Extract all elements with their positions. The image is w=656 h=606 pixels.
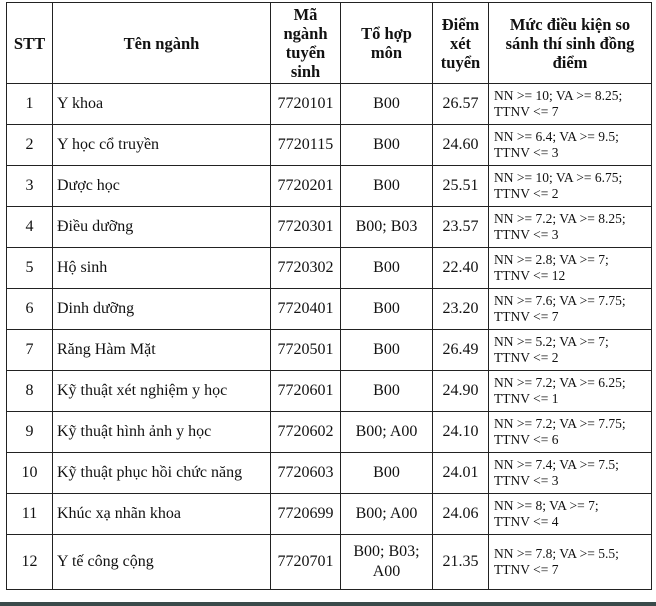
cell-stt: 2: [7, 125, 53, 166]
cell-combo: B00: [341, 453, 433, 494]
cell-condition: [489, 289, 652, 330]
cell-stt: 4: [7, 207, 53, 248]
cell-condition: [489, 412, 652, 453]
cell-score: 24.06: [433, 494, 489, 535]
cell-name: Kỹ thuật hình ảnh y học: [53, 412, 271, 453]
header-name: Tên ngành: [53, 3, 271, 84]
cell-code: 7720101: [271, 84, 341, 125]
cell-score: 22.40: [433, 248, 489, 289]
condition-line: NN >= 7.6; VA >= 7.75;: [494, 293, 626, 308]
condition-line: NN >= 7.2; VA >= 8.25;: [494, 211, 626, 226]
cell-code: 7720602: [271, 412, 341, 453]
cell-score: 26.57: [433, 84, 489, 125]
header-row: [7, 3, 652, 84]
cell-score: 25.51: [433, 166, 489, 207]
cell-combo: B00; A00: [341, 494, 433, 535]
cell-stt: 10: [7, 453, 53, 494]
table-row: [7, 289, 652, 330]
table-row: [7, 330, 652, 371]
cell-stt: 8: [7, 371, 53, 412]
header-score: Điểm xét tuyển: [433, 3, 489, 84]
cell-code: 7720501: [271, 330, 341, 371]
cell-score: 24.01: [433, 453, 489, 494]
condition-line: NN >= 6.4; VA >= 9.5;: [494, 129, 619, 144]
cell-name: Y học cổ truyền: [53, 125, 271, 166]
cell-name: Hộ sinh: [53, 248, 271, 289]
table-row: [7, 494, 652, 535]
condition-line: TTNV <= 3: [494, 227, 559, 242]
cell-score: 24.90: [433, 371, 489, 412]
condition-line: TTNV <= 7: [494, 562, 559, 577]
cell-code: 7720701: [271, 535, 341, 590]
cell-code: 7720115: [271, 125, 341, 166]
cell-score: 24.10: [433, 412, 489, 453]
cell-stt: 7: [7, 330, 53, 371]
cell-name: Kỹ thuật xét nghiệm y học: [53, 371, 271, 412]
condition-line: NN >= 7.2; VA >= 6.25;: [494, 375, 626, 390]
cell-combo: B00: [341, 166, 433, 207]
cell-combo: B00; B03; A00: [341, 535, 433, 590]
cell-stt: 9: [7, 412, 53, 453]
condition-line: TTNV <= 2: [494, 186, 559, 201]
condition-line: TTNV <= 3: [494, 145, 559, 160]
condition-line: NN >= 7.8; VA >= 5.5;: [494, 546, 619, 561]
cell-condition: [489, 494, 652, 535]
table-row: [7, 125, 652, 166]
cell-condition: [489, 535, 652, 590]
cell-condition: [489, 453, 652, 494]
header-code: Mã ngành tuyển sinh: [271, 3, 341, 84]
cell-score: 23.20: [433, 289, 489, 330]
cell-stt: 6: [7, 289, 53, 330]
table-row: [7, 453, 652, 494]
condition-line: TTNV <= 1: [494, 391, 559, 406]
header-stt: STT: [7, 3, 53, 84]
cell-combo: B00: [341, 248, 433, 289]
cell-code: 7720302: [271, 248, 341, 289]
cell-name: Y tế công cộng: [53, 535, 271, 590]
cell-stt: 3: [7, 166, 53, 207]
admission-table: [6, 2, 652, 590]
cell-name: Kỹ thuật phục hồi chức năng: [53, 453, 271, 494]
cell-stt: 11: [7, 494, 53, 535]
cell-code: 7720699: [271, 494, 341, 535]
condition-line: TTNV <= 7: [494, 309, 559, 324]
cell-code: 7720603: [271, 453, 341, 494]
table-row: [7, 84, 652, 125]
cell-name: Y khoa: [53, 84, 271, 125]
cell-condition: [489, 166, 652, 207]
cell-condition: [489, 330, 652, 371]
cell-condition: [489, 248, 652, 289]
cell-stt: 12: [7, 535, 53, 590]
cell-score: 26.49: [433, 330, 489, 371]
table-row: [7, 166, 652, 207]
header-condition: Mức điều kiện so sánh thí sinh đồng điểm: [489, 3, 652, 84]
condition-line: NN >= 2.8; VA >= 7;: [494, 252, 609, 267]
condition-line: NN >= 10; VA >= 6.75;: [494, 170, 623, 185]
condition-line: NN >= 7.4; VA >= 7.5;: [494, 457, 619, 472]
cell-name: Dinh dưỡng: [53, 289, 271, 330]
condition-line: NN >= 7.2; VA >= 7.75;: [494, 416, 626, 431]
cell-condition: [489, 207, 652, 248]
cell-combo: B00: [341, 125, 433, 166]
cell-score: 21.35: [433, 535, 489, 590]
cell-code: 7720401: [271, 289, 341, 330]
cell-combo: B00; B03: [341, 207, 433, 248]
condition-line: TTNV <= 12: [494, 268, 566, 283]
condition-line: NN >= 5.2; VA >= 7;: [494, 334, 609, 349]
cell-combo: B00: [341, 330, 433, 371]
cell-combo: B00; A00: [341, 412, 433, 453]
condition-line: TTNV <= 3: [494, 473, 559, 488]
cell-condition: [489, 84, 652, 125]
header-combo: Tổ hợp môn: [341, 3, 433, 84]
table-row: [7, 248, 652, 289]
cell-combo: B00: [341, 289, 433, 330]
cell-condition: [489, 371, 652, 412]
condition-line: NN >= 10; VA >= 8.25;: [494, 88, 623, 103]
cell-score: 23.57: [433, 207, 489, 248]
condition-line: TTNV <= 4: [494, 514, 559, 529]
cell-stt: 1: [7, 84, 53, 125]
cell-name: Khúc xạ nhãn khoa: [53, 494, 271, 535]
cell-code: 7720301: [271, 207, 341, 248]
cell-combo: B00: [341, 371, 433, 412]
condition-line: TTNV <= 2: [494, 350, 559, 365]
cell-name: Răng Hàm Mặt: [53, 330, 271, 371]
cell-code: 7720601: [271, 371, 341, 412]
bottom-edge: [0, 602, 656, 606]
cell-name: Dược học: [53, 166, 271, 207]
table-row: [7, 371, 652, 412]
condition-line: TTNV <= 7: [494, 104, 559, 119]
cell-stt: 5: [7, 248, 53, 289]
table-row: [7, 412, 652, 453]
cell-name: Điều dưỡng: [53, 207, 271, 248]
table-row: [7, 535, 652, 590]
cell-score: 24.60: [433, 125, 489, 166]
cell-condition: [489, 125, 652, 166]
cell-combo: B00: [341, 84, 433, 125]
condition-line: TTNV <= 6: [494, 432, 559, 447]
condition-line: NN >= 8; VA >= 7;: [494, 498, 599, 513]
table-row: [7, 207, 652, 248]
cell-code: 7720201: [271, 166, 341, 207]
